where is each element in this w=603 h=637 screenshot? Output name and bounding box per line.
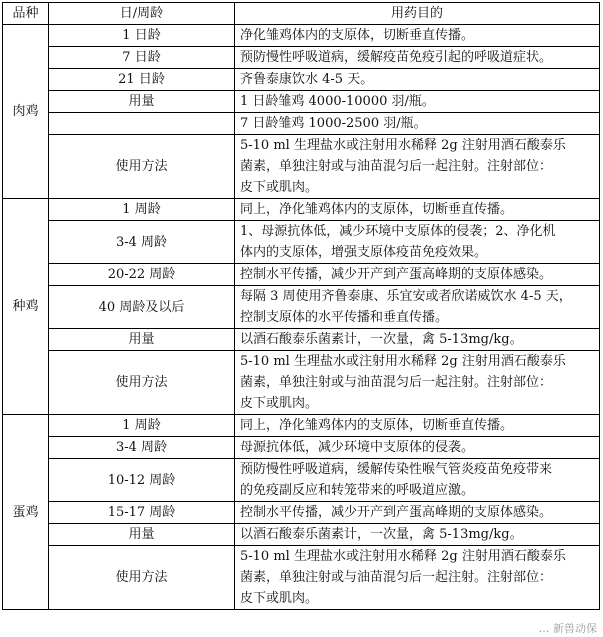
age-cell: 15-17 周龄 [49,502,235,524]
purpose-cell [235,69,600,91]
purpose-cell [235,546,600,610]
purpose-line: 预防慢性呼吸道病，缓解疫苗免疫引起的呼吸道症状。 [240,50,553,65]
table-row [3,502,600,524]
table-row [3,286,600,329]
purpose-line: 齐鲁泰康饮水 4-5 天。 [240,72,374,87]
purpose-cell [235,221,600,264]
header-row [3,3,600,25]
age-cell: 1 日龄 [49,25,235,47]
age-cell: 使用方法 [49,135,235,199]
age-cell: 10-12 周龄 [49,459,235,502]
purpose-cell [235,135,600,199]
table-row [3,221,600,264]
purpose-cell [235,47,600,69]
purpose-line: 皮下或肌肉。 [240,591,319,606]
age-cell: 1 周龄 [49,415,235,437]
table-row [3,437,600,459]
purpose-line: 每隔 3 周使用齐鲁泰康、乐宜安或者欣诺威饮水 4-5 天， [240,289,572,304]
table-row [3,351,600,415]
table-row [3,113,600,135]
purpose-line: 菌素，单独注射或与油苗混匀后一起注射。注射部位： [240,159,553,174]
table-row [3,199,600,221]
purpose-line: 净化雏鸡体内的支原体，切断垂直传播。 [240,28,475,43]
medication-table [2,2,600,610]
age-cell [49,113,235,135]
purpose-line: 1、母源抗体低，减少环境中支原体的侵袭；2、净化机 [240,224,556,239]
purpose-line: 5-10 ml 生理盐水或注射用水稀释 2g 注射用酒石酸泰乐 [240,549,566,564]
purpose-cell [235,437,600,459]
purpose-line: 控制支原体的水平传播和垂直传播。 [240,310,449,325]
purpose-cell [235,502,600,524]
age-cell: 20-22 周龄 [49,264,235,286]
purpose-line: 预防慢性呼吸道病，缓解传染性喉气管炎疫苗免疫带来 [240,462,553,477]
age-cell: 用量 [49,524,235,546]
purpose-line: 同上，净化雏鸡体内的支原体，切断垂直传播。 [240,418,514,433]
purpose-line: 体内的支原体，增强支原体疫苗免疫效果。 [240,245,488,260]
purpose-line: 同上，净化雏鸡体内的支原体，切断垂直传播。 [240,202,514,217]
table-row [3,329,600,351]
purpose-cell [235,286,600,329]
purpose-line: 1 日龄雏鸡 4000-10000 羽/瓶。 [240,94,435,109]
breed-cell: 肉鸡 [3,25,49,199]
purpose-line: 5-10 ml 生理盐水或注射用水稀释 2g 注射用酒石酸泰乐 [240,138,566,153]
age-cell: 3-4 周龄 [49,437,235,459]
purpose-cell [235,264,600,286]
table-row [3,264,600,286]
purpose-line: 5-10 ml 生理盐水或注射用水稀释 2g 注射用酒石酸泰乐 [240,354,566,369]
table-row [3,25,600,47]
table-body [3,25,600,610]
purpose-cell [235,524,600,546]
header-age: 日/周龄 [49,3,235,25]
purpose-cell [235,415,600,437]
purpose-cell [235,91,600,113]
table-row [3,69,600,91]
age-cell: 用量 [49,91,235,113]
age-cell: 21 日龄 [49,69,235,91]
table-row [3,91,600,113]
age-cell: 使用方法 [49,546,235,610]
purpose-line: 菌素，单独注射或与油苗混匀后一起注射。注射部位： [240,375,553,390]
purpose-cell [235,459,600,502]
table-row [3,546,600,610]
purpose-cell [235,25,600,47]
purpose-cell [235,113,600,135]
purpose-cell [235,351,600,415]
breed-cell: 种鸡 [3,199,49,415]
purpose-line: 母源抗体低，减少环境中支原体的侵袭。 [240,440,475,455]
purpose-line: 控制水平传播，减少开产到产蛋高峰期的支原体感染。 [240,505,553,520]
table-row [3,459,600,502]
purpose-cell [235,199,600,221]
purpose-line: 以酒石酸泰乐菌素计，一次量，禽 5-13mg/kg。 [240,527,523,542]
age-cell: 用量 [49,329,235,351]
age-cell: 使用方法 [49,351,235,415]
purpose-line: 的免疫副反应和转笼带来的呼吸道应激。 [240,483,475,498]
purpose-line: 控制水平传播，减少开产到产蛋高峰期的支原体感染。 [240,267,553,282]
table-row [3,47,600,69]
purpose-cell [235,329,600,351]
age-cell: 40 周龄及以后 [49,286,235,329]
breed-cell: 蛋鸡 [3,415,49,610]
purpose-line: 皮下或肌肉。 [240,180,319,195]
age-cell: 1 周龄 [49,199,235,221]
table-row [3,415,600,437]
purpose-line: 菌素，单独注射或与油苗混匀后一起注射。注射部位： [240,570,553,585]
watermark: … 新兽动保 [538,622,597,635]
header-breed: 品种 [3,3,49,25]
purpose-line: 皮下或肌肉。 [240,396,319,411]
table-row [3,524,600,546]
age-cell: 7 日龄 [49,47,235,69]
purpose-line: 以酒石酸泰乐菌素计，一次量，禽 5-13mg/kg。 [240,332,523,347]
age-cell: 3-4 周龄 [49,221,235,264]
purpose-line: 7 日龄雏鸡 1000-2500 羽/瓶。 [240,116,427,131]
table-row [3,135,600,199]
header-purpose: 用药目的 [235,3,600,25]
